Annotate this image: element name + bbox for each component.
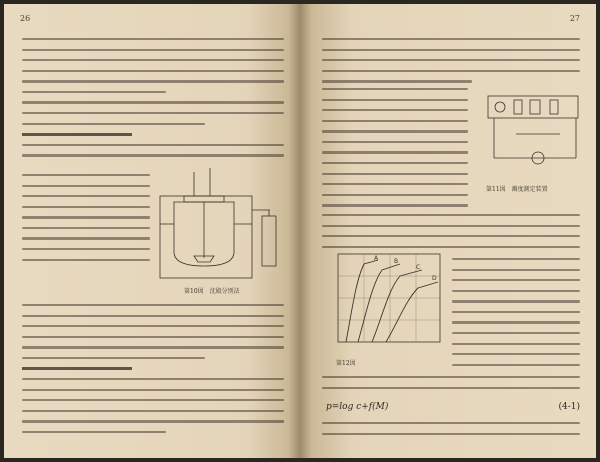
fig12-curve-label-b: B [394, 258, 399, 265]
right-text-block-lower [322, 376, 580, 397]
left-text-block-top [22, 38, 284, 165]
fig11-caption: 第11図 濁度測定装置 [486, 186, 548, 193]
equation-4-1 [326, 402, 580, 412]
right-text-block-bottom [322, 422, 580, 443]
fig12-chart [328, 250, 446, 354]
equation-number: (4-1) [558, 402, 580, 412]
figure-12 [328, 250, 446, 370]
left-page [4, 4, 300, 458]
equation-formula: p=log c+f(M) [326, 402, 389, 412]
left-text-block-lower [22, 304, 284, 442]
book-spread [4, 4, 596, 458]
fig12-curve-label-c: C [416, 264, 421, 271]
left-text-block-mid [22, 174, 150, 269]
page-number-left: 26 [20, 14, 31, 23]
right-text-block-beside-fig12 [452, 258, 580, 374]
right-text-block-top [322, 38, 580, 91]
right-text-block-beside-fig11 [322, 88, 468, 215]
figure-11 [480, 88, 590, 192]
figure-10 [154, 166, 284, 296]
page-number-right: 27 [569, 14, 580, 23]
fig12-caption: 第12図 [336, 360, 356, 367]
fig12-curve-label-a: A [374, 255, 379, 262]
fig12-curve-label-d: D [432, 275, 437, 282]
fig10-apparatus-drawing [154, 166, 284, 282]
fig11-circuit-drawing [480, 88, 590, 180]
fig10-caption: 第10図 沈殿分別法 [184, 288, 240, 295]
right-page [300, 4, 596, 458]
